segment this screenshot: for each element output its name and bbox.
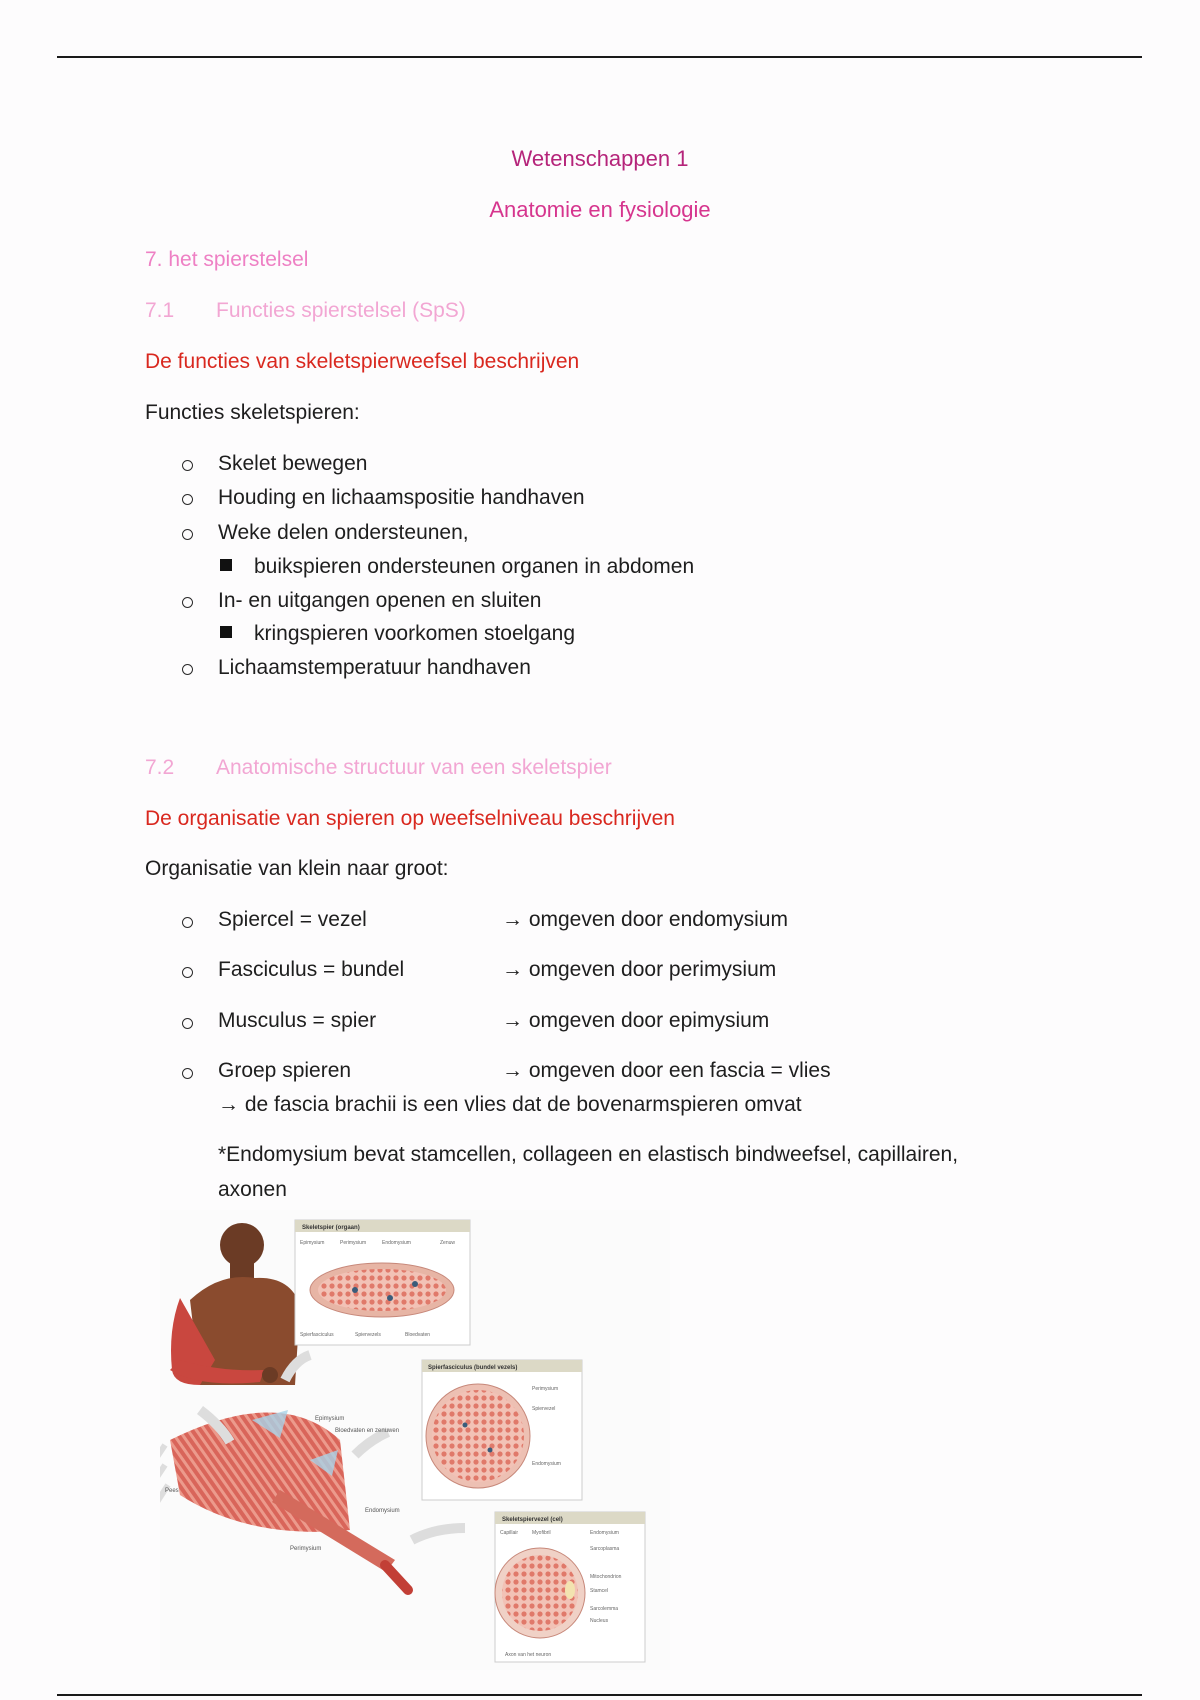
circle-bullet-icon	[182, 597, 193, 608]
panel-title: Skeletspier (orgaan)	[302, 1225, 360, 1231]
document-title: Wetenschappen 1	[511, 146, 689, 171]
square-bullet-icon	[220, 559, 232, 571]
circle-bullet-icon	[182, 460, 193, 471]
endomysium-note: *Endomysium bevat stamcellen, collageen en elastisch bindweefsel, capillairen,	[218, 1143, 959, 1166]
list-item: Weke delen ondersteunen,	[218, 521, 469, 544]
panel-fiber	[495, 1512, 645, 1662]
figure-label: Pees	[165, 1488, 179, 1494]
circle-bullet-icon	[182, 529, 193, 540]
organisation-description: → omgeven door perimysium	[502, 958, 777, 981]
muscle-illustration	[160, 1210, 670, 1670]
figure-label: Sarcoplasma	[590, 1546, 620, 1552]
figure-label: Capillair	[500, 1530, 519, 1536]
section-heading-7-2	[0, 756, 1200, 786]
circle-bullet-icon	[182, 1018, 193, 1029]
bottom-rule	[57, 1694, 1142, 1696]
organisation-term: Fasciculus = bundel	[218, 958, 405, 981]
circle-bullet-icon	[182, 494, 193, 505]
list-intro: Organisatie van klein naar groot:	[145, 857, 449, 880]
figure-label: Zenuw	[440, 1240, 456, 1246]
figure-label: Spierfasciculus	[300, 1332, 334, 1338]
figure-label: Bloedvaten	[405, 1332, 431, 1338]
figure-label: Endomysium	[590, 1530, 619, 1536]
circle-bullet-icon	[182, 1068, 193, 1079]
figure-label: Myofibril	[532, 1530, 551, 1536]
organisation-term: Groep spieren	[218, 1059, 352, 1082]
learning-objective: De functies van skeletspierweefsel beschrijven	[145, 350, 580, 373]
list-item: Lichaamstemperatuur handhaven	[218, 656, 531, 679]
section-title: Functies spierstelsel (SpS)	[216, 299, 466, 322]
muscle-diagram	[160, 1355, 465, 1590]
figure-label: Sarcolemma	[590, 1606, 619, 1612]
panel-fascicle	[422, 1360, 582, 1500]
list-item: In- en uitgangen openen en sluiten	[218, 589, 542, 612]
organisation-description: → omgeven door een fascia = vlies	[502, 1059, 831, 1082]
section-heading-7-1	[0, 299, 1200, 329]
section-number: 7.2	[145, 756, 175, 779]
figure-label: Mitochondrion	[590, 1574, 622, 1580]
figure-label: Stamcel	[590, 1588, 609, 1594]
circle-bullet-icon	[182, 967, 193, 978]
organisation-description: → omgeven door epimysium	[502, 1009, 770, 1032]
section-number: 7.1	[145, 299, 175, 322]
list-intro: Functies skeletspieren:	[145, 401, 360, 424]
figure-label: Bloedvaten en zenuwen	[335, 1428, 400, 1434]
fascia-note: → de fascia brachii is een vlies dat de bovenarmspieren omvat	[218, 1093, 802, 1116]
list-item: Houding en lichaamspositie handhaven	[218, 486, 585, 509]
circle-bullet-icon	[182, 664, 193, 675]
document-subtitle: Anatomie en fysiologie	[489, 197, 711, 222]
section-title: Anatomische structuur van een skeletspier	[216, 756, 612, 779]
human-figure	[170, 1223, 300, 1385]
organisation-term: Spiercel = vezel	[218, 908, 367, 931]
figure-label: Spiervezels	[355, 1332, 381, 1338]
learning-objective: De organisatie van spieren op weefselniveau beschrijven	[145, 807, 675, 830]
sub-list-item: buikspieren ondersteunen organen in abdomen	[254, 555, 695, 578]
organisation-description: → omgeven door endomysium	[502, 908, 788, 931]
list-item: Skelet bewegen	[218, 452, 368, 475]
figure-label: Endomysium	[382, 1240, 411, 1246]
figure-label: Perimysium	[290, 1546, 322, 1552]
sub-list-item: kringspieren voorkomen stoelgang	[254, 622, 576, 645]
chapter-heading: 7. het spierstelsel	[145, 248, 309, 271]
figure-label: Perimysium	[532, 1386, 559, 1392]
figure-label: Nucleus	[590, 1618, 609, 1624]
organisation-term: Musculus = spier	[218, 1009, 377, 1032]
figure-label: Epimysium	[300, 1240, 325, 1246]
figure-label: Endomysium	[532, 1461, 561, 1467]
panel-title: Skeletspiervezel (cel)	[502, 1517, 563, 1523]
circle-bullet-icon	[182, 917, 193, 928]
square-bullet-icon	[220, 626, 232, 638]
panel-title: Spierfasciculus (bundel vezels)	[428, 1365, 518, 1371]
panel-organ	[295, 1220, 470, 1345]
endomysium-note-continued: axonen	[218, 1178, 287, 1201]
figure-label: Perimysium	[340, 1240, 367, 1246]
figure-label: Endomysium	[365, 1508, 400, 1514]
figure-label: Epimysium	[315, 1416, 345, 1422]
figure-label: Axon van het neuron	[505, 1652, 552, 1658]
top-rule	[57, 56, 1142, 58]
muscle-structure-figure	[160, 1210, 670, 1670]
figure-label: Spiervezel	[532, 1406, 556, 1412]
